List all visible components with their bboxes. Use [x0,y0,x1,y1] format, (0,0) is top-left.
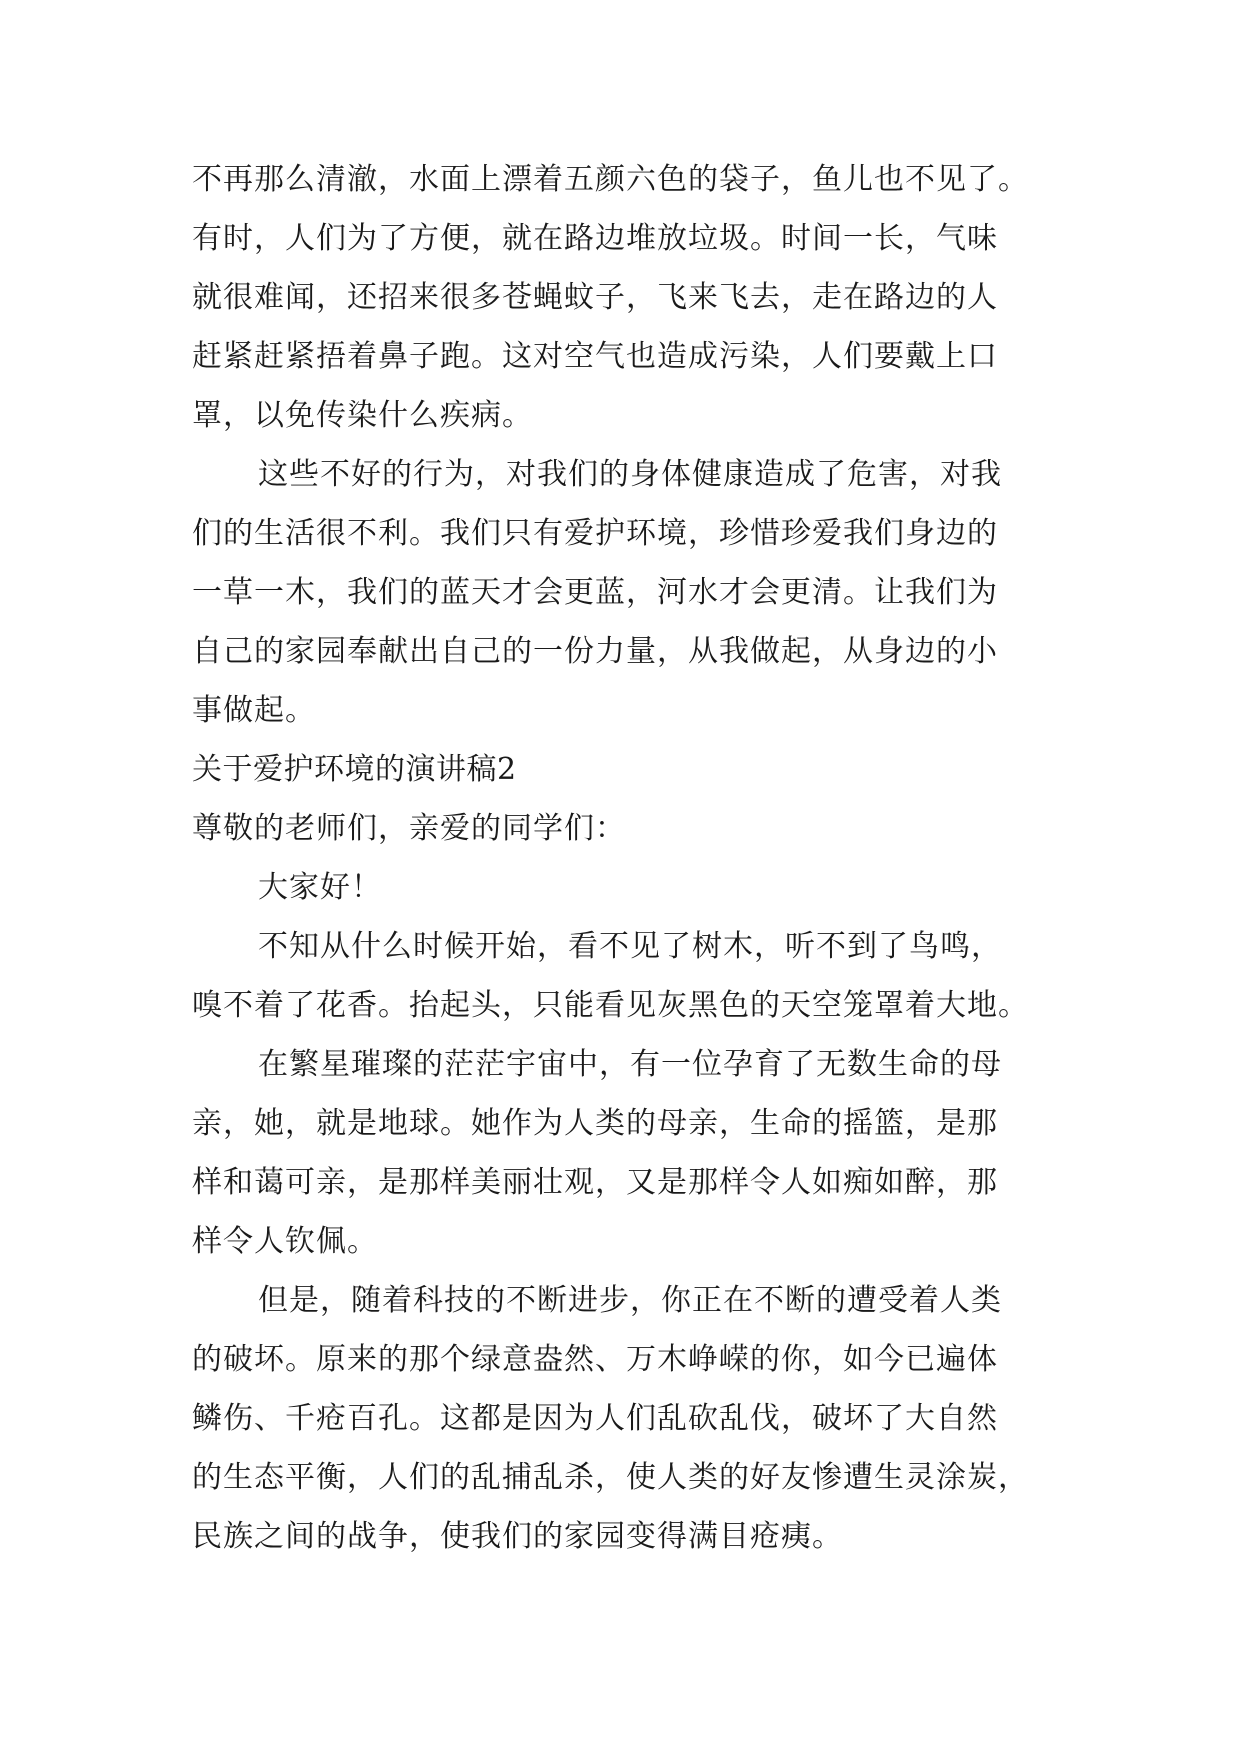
document-body [192,150,1062,1566]
text-line: 一草一木，我们的蓝天才会更蓝，河水才会更清。让我们为 [192,575,998,610]
text-line: 事做起。 [192,693,316,728]
text-line: 嗅不着了花香。抬起头，只能看见灰黑色的天空笼罩着大地。 [192,988,1029,1023]
paragraph-first-line: 这些不好的行为，对我们的身体健康造成了危害，对我 [258,457,1002,492]
text-line: 赶紧赶紧捂着鼻子跑。这对空气也造成污染，人们要戴上口 [192,339,998,374]
text-line: 的生态平衡，人们的乱捕乱杀，使人类的好友惨遭生灵涂炭， [192,1460,1029,1495]
salutation: 尊敬的老师们，亲爱的同学们： [192,811,626,846]
text-line: 自己的家园奉献出自己的一份力量，从我做起，从身边的小 [192,634,998,669]
paragraph-first-line: 不知从什么时候开始，看不见了树木，听不到了鸟鸣， [258,929,1002,964]
text-line: 样和蔼可亲，是那样美丽壮观，又是那样令人如痴如醉，那 [192,1165,998,1200]
section-title: 关于爱护环境的演讲稿2 [192,752,517,787]
paragraph-first-line: 但是，随着科技的不断进步，你正在不断的遭受着人类 [258,1283,1002,1318]
text-line: 有时，人们为了方便，就在路边堆放垃圾。时间一长，气味 [192,221,998,256]
text-line: 不再那么清澈，水面上漂着五颜六色的袋子，鱼儿也不见了。 [192,162,1029,197]
text-line: 就很难闻，还招来很多苍蝇蚊子，飞来飞去，走在路边的人 [192,280,998,315]
text-line: 样令人钦佩。 [192,1224,378,1259]
text-line: 们的生活很不利。我们只有爱护环境，珍惜珍爱我们身边的 [192,516,998,551]
text-line: 罩，以免传染什么疾病。 [192,398,533,433]
text-line: 亲，她，就是地球。她作为人类的母亲，生命的摇篮，是那 [192,1106,998,1141]
text-line: 鳞伤、千疮百孔。这都是因为人们乱砍乱伐，破坏了大自然 [192,1401,998,1436]
paragraph-first-line: 在繁星璀璨的茫茫宇宙中，有一位孕育了无数生命的母 [258,1047,1002,1082]
greeting: 大家好！ [258,870,382,905]
text-line: 的破坏。原来的那个绿意盎然、万木峥嵘的你，如今已遍体 [192,1342,998,1377]
text-line: 民族之间的战争，使我们的家园变得满目疮痍。 [192,1519,843,1554]
